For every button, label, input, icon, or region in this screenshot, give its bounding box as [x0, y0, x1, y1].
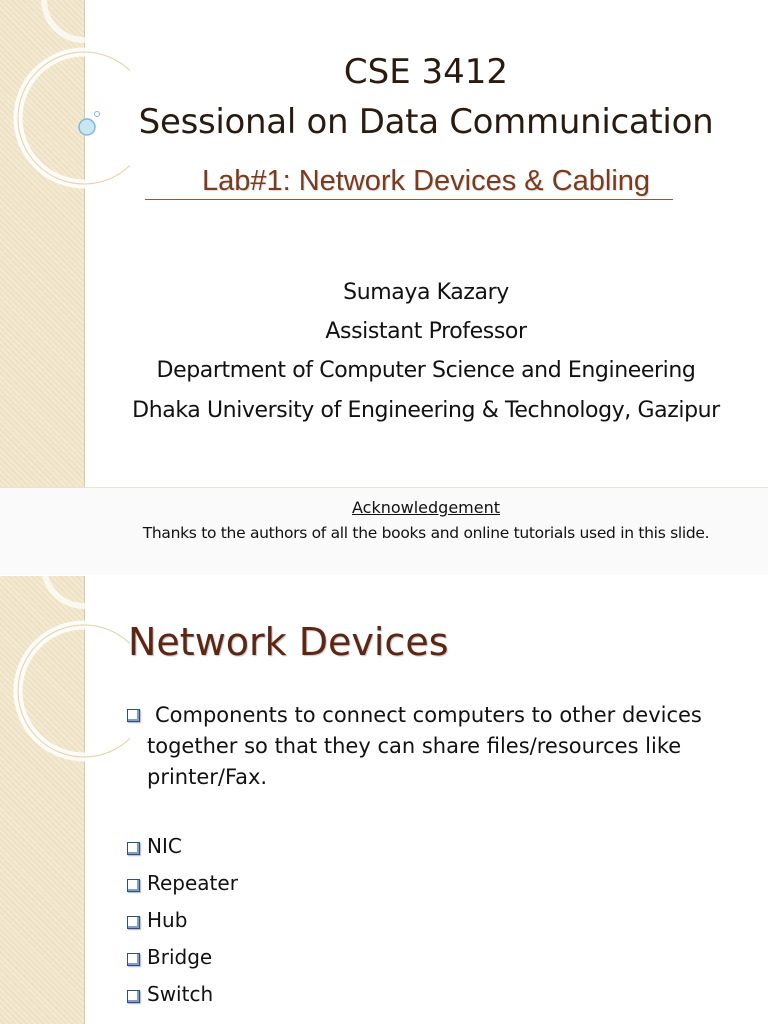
device-item-bridge: Bridge	[147, 945, 213, 969]
network-devices-slide	[0, 576, 768, 1024]
bullet-icon	[127, 879, 140, 892]
bullet-icon	[127, 842, 140, 855]
acknowledgement-text: Thanks to the authors of all the books and online tutorials used in this slide.	[142, 524, 710, 542]
slide-title: Network Devices	[128, 620, 449, 664]
device-item-nic: NIC	[147, 834, 182, 858]
author-department: Department of Computer Science and Engineering	[156, 358, 696, 383]
intro-bullet	[147, 700, 747, 793]
intro-line-3: printer/Fax.	[147, 765, 268, 789]
author-title: Assistant Professor	[325, 319, 527, 344]
device-item-repeater: Repeater	[147, 871, 238, 895]
lab-title: Lab#1: Network Devices & Cabling	[201, 165, 651, 197]
bullet-icon	[127, 953, 140, 966]
bullet-icon	[127, 916, 140, 929]
intro-line-2: together so that they can share files/resources like	[147, 734, 682, 758]
device-item-hub: Hub	[147, 908, 188, 932]
device-item-switch: Switch	[147, 982, 214, 1006]
author-name: Sumaya Kazary	[343, 280, 509, 305]
divider	[0, 487, 768, 488]
course-title: Sessional on Data Communication	[138, 102, 714, 142]
acknowledgement-heading: Acknowledgement	[351, 498, 501, 517]
author-university: Dhaka University of Engineering & Technology, Gazipur	[132, 398, 720, 423]
bullet-icon	[127, 709, 140, 722]
course-code: CSE 3412	[343, 52, 509, 92]
intro-line-1: Components to connect computers to other devices	[155, 703, 702, 727]
decorative-circles	[0, 576, 130, 816]
bullet-icon	[127, 990, 140, 1003]
lab-title-underline	[145, 199, 673, 200]
